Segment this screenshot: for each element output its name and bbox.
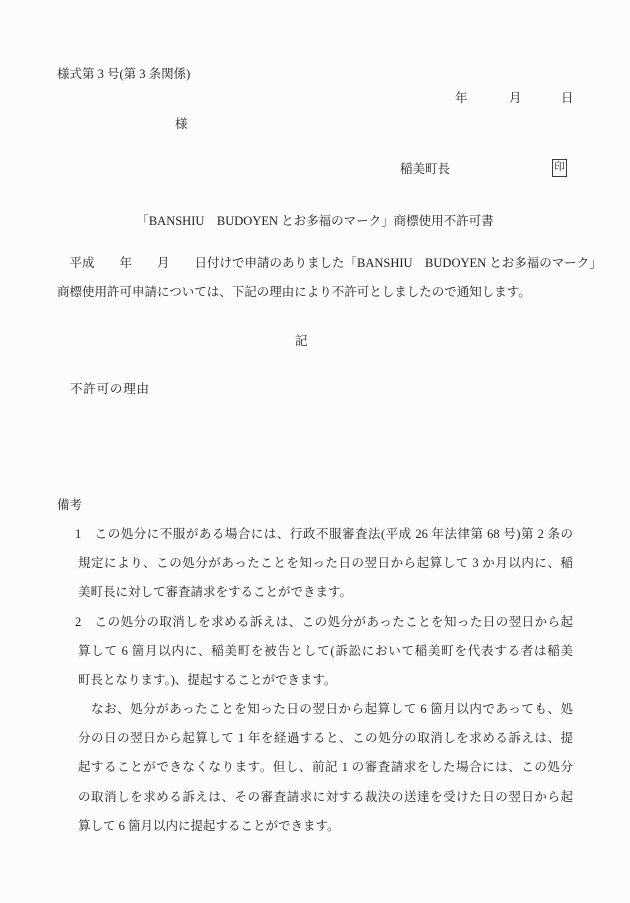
remarks-line: 1 この処分に不服がある場合には、行政不服審査法(平成 26 年法律第 68 号)第 2 条の xyxy=(75,527,573,541)
remarks-line: 規定により、この処分があったことを知った日の翌日から起算して 3 か月以内に、稲 xyxy=(78,556,573,570)
date-year-label: 年 xyxy=(455,91,468,105)
ki-heading: 記 xyxy=(295,334,308,348)
body-line: 平成 年 月 日付けで申請のありました「BANSHIU BUDOYEN とお多福のマーク」 xyxy=(57,256,602,270)
seal-mark: 印 xyxy=(554,161,565,173)
remarks-line: 算して 6 箇月以内に提起することができます。 xyxy=(78,819,340,833)
date-day-label: 日 xyxy=(561,91,574,105)
date-month-label: 月 xyxy=(509,91,522,105)
seal-box xyxy=(552,159,567,177)
reason-label: 不許可の理由 xyxy=(70,382,150,396)
remarks-line: 町長となります。)、提起することができます。 xyxy=(78,673,337,687)
remarks-label: 備考 xyxy=(57,498,83,512)
remarks-line: の取消しを求める訴えは、その審査請求に対する裁決の送達を受けた日の翌日から起 xyxy=(78,790,573,804)
document-title: 「BANSHIU BUDOYEN とお多福のマーク」商標使用不許可書 xyxy=(136,214,494,228)
remarks-line: 美町長に対して審査請求をすることができます。 xyxy=(78,585,353,599)
mayor-title: 稲美町長 xyxy=(400,162,451,176)
remarks-line: 2 この処分の取消しを求める訴えは、この処分があったことを知った日の翌日から起 xyxy=(75,615,573,629)
remarks-line: 起することができなくなります。但し、前記 1 の審査請求をした場合には、この処分 xyxy=(78,760,573,774)
addressee-honorific: 様 xyxy=(175,117,188,131)
remarks-line: 分の日の翌日から起算して 1 年を経過すると、この処分の取消しを求める訴えは、提 xyxy=(78,731,573,745)
remarks-line: なお、処分があったことを知った日の翌日から起算して 6 箇月以内であっても、処 xyxy=(78,702,573,716)
body-line: 商標使用許可申請については、下記の理由により不許可としましたので通知します。 xyxy=(57,285,531,299)
remarks-line: 算して 6 箇月以内に、稲美町を被告として(訴訟において稲美町を代表する者は稲美 xyxy=(78,644,573,658)
form-number: 様式第 3 号(第 3 条関係) xyxy=(57,67,191,81)
